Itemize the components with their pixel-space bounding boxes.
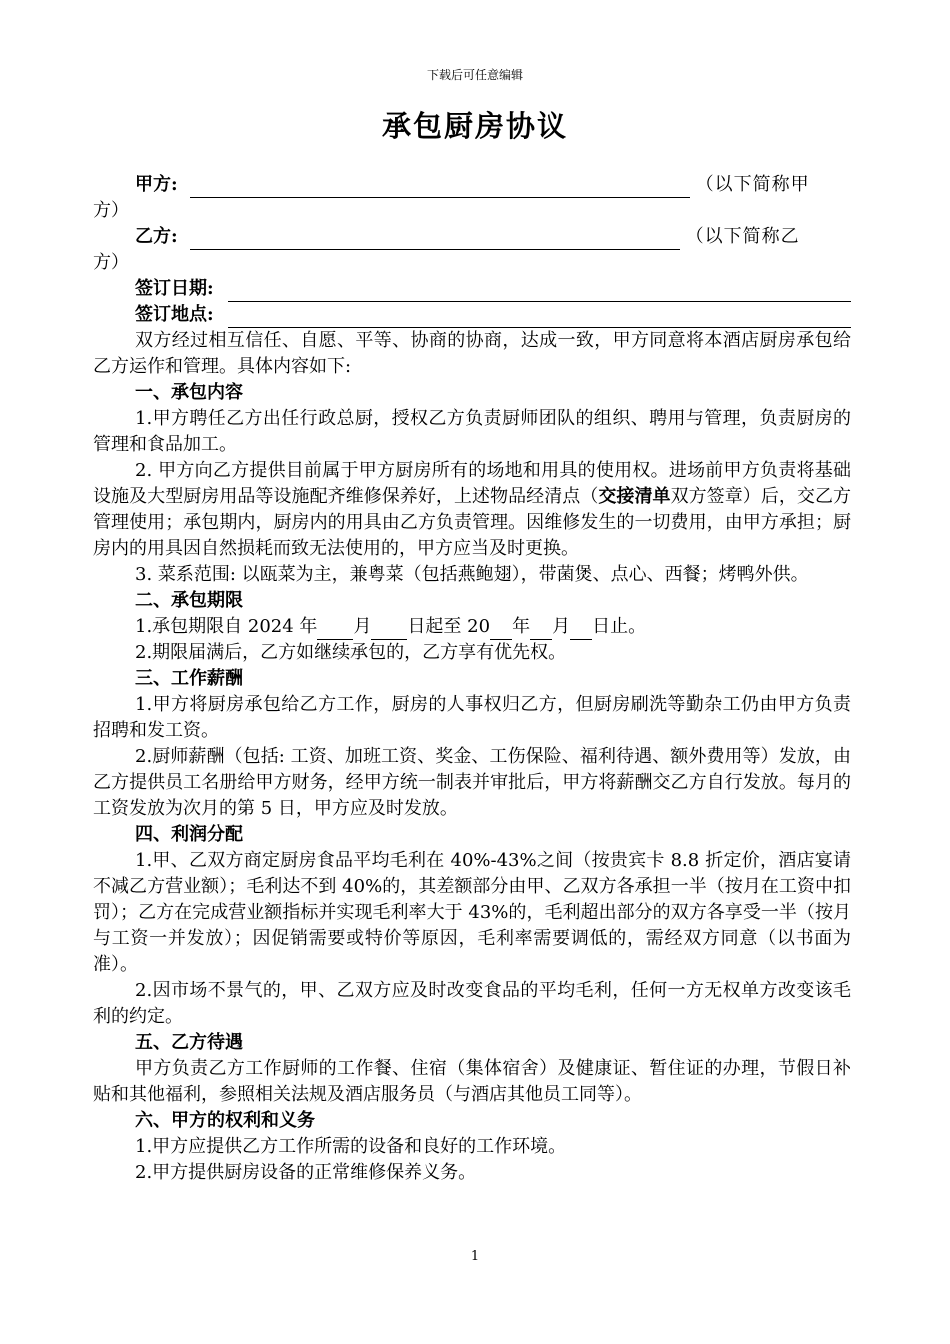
document-title: 承包厨房协议 xyxy=(381,109,568,143)
party-a-cont: 方） xyxy=(93,200,129,221)
section-1-item-2-part-2: 双方签章）后，交乙方管理使用；承包期内，厨房内的用具由乙方负责管理。因维修发生的一切费用，由甲方承担；厨房内的用具因自然损耗而致无法使用的，甲方应当及时更换。 xyxy=(93,486,852,559)
section-3-item-1: 1.甲方将厨房承包给乙方工作，厨房的人事权归乙方，但厨房刷洗等勤杂工仍由甲方负责招聘和发工资。 xyxy=(93,694,851,741)
section-5-heading: 五、乙方待遇 xyxy=(135,1032,243,1053)
party-a-line xyxy=(93,172,851,198)
party-a-blank xyxy=(190,177,690,198)
section-1-item-2 xyxy=(93,458,851,562)
section-4-item-2: 2.因市场不景气的，甲、乙双方应及时改变食品的平均毛利，任何一方无权单方改变该毛利的约定。 xyxy=(93,980,851,1027)
sign-place-blank xyxy=(228,307,851,328)
sign-place-line xyxy=(93,302,851,328)
sign-date-blank xyxy=(228,281,851,302)
section-6-item-1: 1.甲方应提供乙方工作所需的设备和良好的工作环境。 xyxy=(135,1136,567,1157)
party-a-suffix: （以下简称甲 xyxy=(695,174,810,195)
section-1-heading: 一、承包内容 xyxy=(135,382,243,403)
start-day-blank xyxy=(371,621,407,640)
sign-date-line xyxy=(93,276,851,302)
term-end-suffix: 日止。 xyxy=(592,616,647,637)
party-b-label: 乙方: xyxy=(135,226,178,247)
intro-paragraph: 双方经过相互信任、自愿、平等、协商的协商，达成一致，甲方同意将本酒店厨房承包给乙方运作和管理。具体内容如下: xyxy=(93,330,851,377)
sign-date-label: 签订日期: xyxy=(135,278,214,299)
section-6-heading: 六、甲方的权利和义务 xyxy=(135,1110,315,1131)
end-day-blank xyxy=(570,621,592,640)
end-year-blank xyxy=(490,621,512,640)
section-2-heading: 二、承包期限 xyxy=(135,590,243,611)
section-3-heading: 三、工作薪酬 xyxy=(135,668,243,689)
start-month-blank xyxy=(317,621,353,640)
section-2-item-2: 2.期限届满后，乙方如继续承包的，乙方享有优先权。 xyxy=(135,642,567,663)
party-a-label: 甲方: xyxy=(135,174,178,195)
sign-place-label: 签订地点: xyxy=(135,304,214,325)
section-5-item-1: 甲方负责乙方工作厨师的工作餐、住宿（集体宿舍）及健康证、暂住证的办理，节假日补贴和其他福利，参照相关法规及酒店服务员（与酒店其他员工同等）。 xyxy=(93,1058,851,1105)
year-text: 年 xyxy=(512,616,531,637)
section-1-item-2-part-1: 2. 甲方向乙方提供目前属于甲方厨房所有的场地和用具的使用权。进场前甲方负责将基础设施及大型厨房用品等设施配齐维修保养好，上述物品经清点（ xyxy=(93,460,851,507)
month-text-2: 月 xyxy=(552,616,571,637)
handover-list-term: 交接清单 xyxy=(598,486,671,507)
section-4-item-1: 1.甲、乙双方商定厨房食品平均毛利在 40%-43%之间（按贵宾卡 8.8 折定价，酒店宴请不减乙方营业额）；毛利达不到 40%的，其差额部分由甲、乙双方各承担一半（按月在工资中扣罚）；乙方在完成营业额指标并实现毛利率大于 43%的，毛利超出部分的双方各享受一半（按月与工资一并发放）；因促销需要或特价等原因，毛利率需要调低的，需经双方同意（以书面为准）。 xyxy=(93,850,851,975)
party-b-blank xyxy=(190,229,680,250)
party-b-suffix: （以下简称乙 xyxy=(685,226,800,247)
section-6-item-2: 2.甲方提供厨房设备的正常维修保养义务。 xyxy=(135,1162,477,1183)
month-text: 月 xyxy=(353,616,372,637)
section-3-item-2: 2.厨师薪酬（包括: 工资、加班工资、奖金、工伤保险、福利待遇、额外费用等）发放，由乙方提供员工名册给甲方财务，经甲方统一制表并审批后，甲方将薪酬交乙方自行发放。每月的工资发放为次月的第 5 日，甲方应及时发放。 xyxy=(93,746,851,819)
page-number: 1 xyxy=(470,1249,480,1264)
end-month-blank xyxy=(530,621,552,640)
section-1-item-1: 1.甲方聘任乙方出任行政总厨，授权乙方负责厨师团队的组织、聘用与管理，负责厨房的管理和食品加工。 xyxy=(93,408,851,455)
party-b-line xyxy=(93,224,851,250)
section-2-item-1 xyxy=(93,614,851,640)
term-end-text: 日起至 20 xyxy=(407,616,491,637)
section-4-heading: 四、利润分配 xyxy=(135,824,243,845)
term-start-text: 1.承包期限自 2024 年 xyxy=(135,616,318,637)
header-note: 下载后可任意编辑 xyxy=(426,68,523,82)
party-b-cont: 方） xyxy=(93,252,129,273)
document-body xyxy=(93,172,851,1186)
section-1-item-3: 3. 菜系范围: 以瓯菜为主，兼粤菜（包括燕鲍翅），带菌煲、点心、西餐；烤鸭外供。 xyxy=(135,564,809,585)
